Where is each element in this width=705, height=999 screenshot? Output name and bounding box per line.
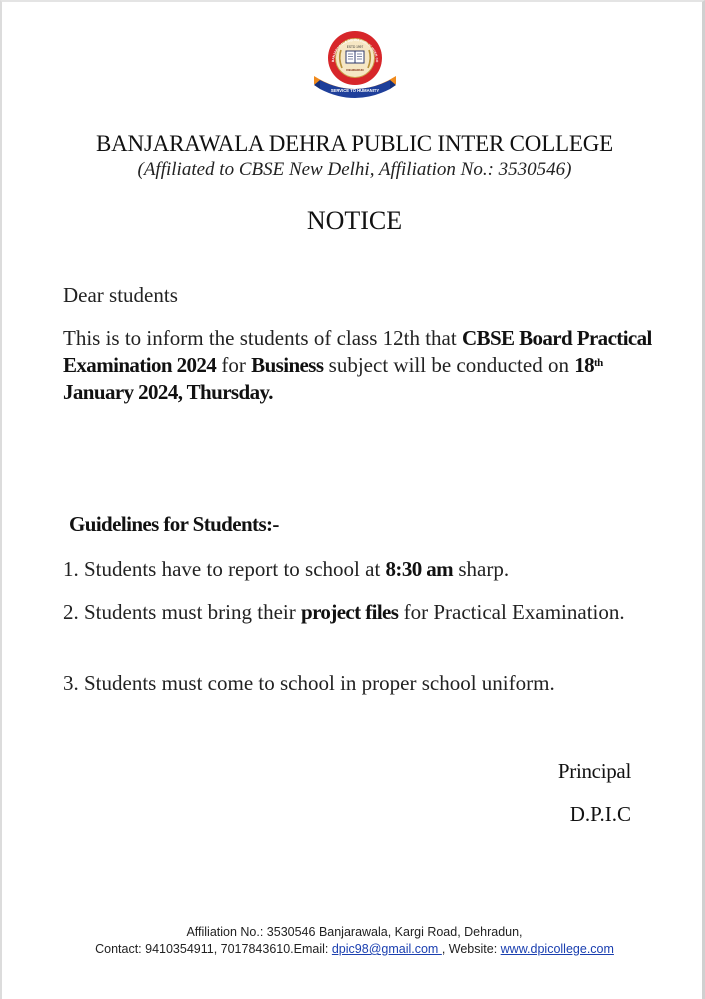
guideline-text: for Practical Examination. — [398, 600, 625, 624]
guideline-item — [63, 599, 663, 626]
guideline-emphasis: 8:30 am — [385, 557, 454, 581]
subject-name: Business — [251, 353, 324, 377]
footer — [2, 924, 705, 958]
guideline-text: sharp. — [453, 557, 510, 581]
footer-address: Affiliation No.: 3530546 Banjarawala, Kargi Road, Dehradun, — [186, 925, 523, 939]
book-icon — [346, 51, 364, 63]
guideline-emphasis: project files — [301, 600, 399, 624]
email-link[interactable]: dpic98@gmail.com — [331, 942, 442, 956]
intro-text: This is to inform the students of class 12th that — [63, 326, 462, 350]
notice-title: NOTICE — [306, 206, 403, 235]
exam-name: CBSE Board Practical Examination 2024 — [63, 326, 652, 377]
exam-date-suffix: th — [594, 357, 603, 369]
intro-paragraph — [63, 325, 663, 406]
greeting: Dear students — [63, 283, 178, 307]
guideline-text: 1. Students have to report to school at — [63, 557, 386, 581]
guidelines-heading: Guidelines for Students:- — [69, 512, 279, 536]
signature-org: D.P.I.C — [569, 802, 631, 826]
logo-estd-text: ESTD 1997 — [346, 45, 364, 49]
signature-title: Principal — [557, 759, 631, 783]
guideline-item — [63, 670, 663, 697]
exam-date-day: 18 — [574, 353, 595, 377]
logo-location-text: DEHRADUN — [346, 68, 364, 72]
guideline-text: 3. Students must come to school in proper school uniform. — [63, 671, 555, 695]
exam-date-rest: January 2024, Thursday. — [63, 380, 273, 404]
logo-ring-text: BANJARAWALA DEHRA PUBLIC INTER CO — [330, 37, 380, 63]
affiliation-line: (Affiliated to CBSE New Delhi, Affiliation No.: 3530546) — [137, 159, 572, 180]
logo-ribbon-text: SERVICE TO HUMANITY — [330, 88, 380, 93]
school-logo — [304, 28, 406, 98]
intro-text: for — [216, 353, 252, 377]
footer-contact-text: Contact: 9410354911, 7017843610.Email: — [95, 942, 332, 956]
guideline-item — [63, 556, 663, 583]
intro-text: subject will be conducted on — [323, 353, 575, 377]
website-link[interactable]: www.dpicollege.com — [500, 942, 614, 956]
guideline-text: 2. Students must bring their — [63, 600, 301, 624]
footer-contact — [2, 941, 705, 958]
school-name: BANJARAWALA DEHRA PUBLIC INTER COLLEGE — [96, 131, 613, 156]
footer-website-label: , Website: — [441, 942, 501, 956]
